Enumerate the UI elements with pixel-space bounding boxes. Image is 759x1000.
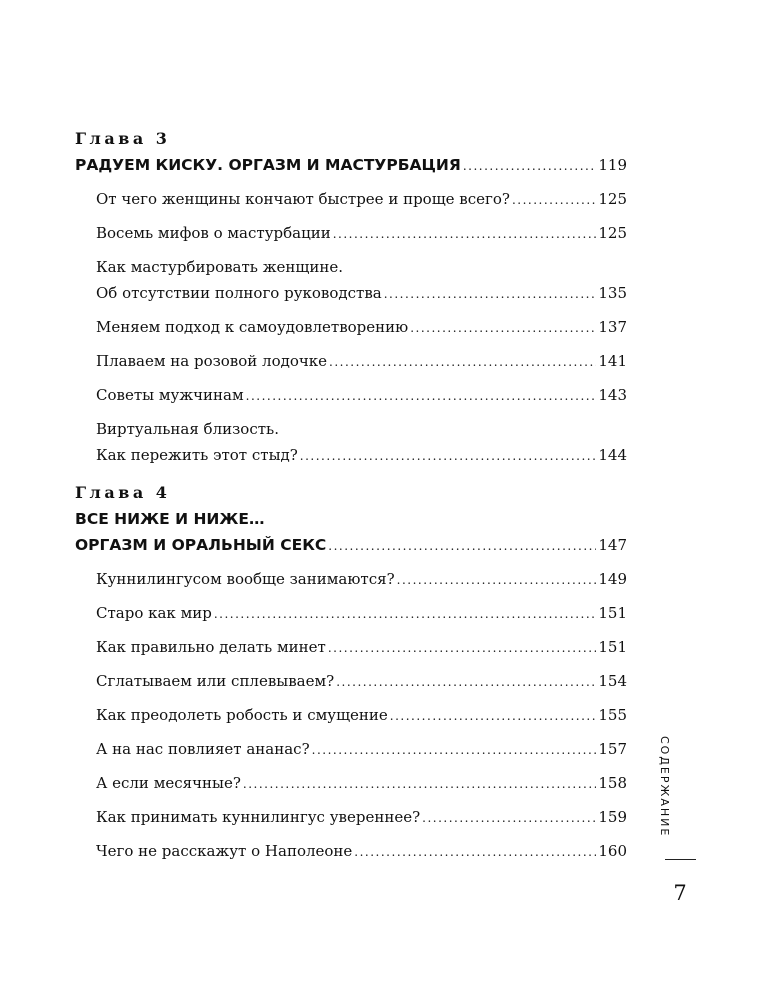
section-entry[interactable] <box>75 702 627 729</box>
section-title: Куннилингусом вообще занимаются? <box>96 570 395 588</box>
section-title: Восемь мифов о мастурбации <box>96 224 331 242</box>
chapter-title: ОРГАЗМ И ОРАЛЬНЫЙ СЕКС <box>75 536 327 554</box>
section-page: 159 <box>598 808 627 826</box>
running-header <box>658 736 682 836</box>
dot-leader <box>246 382 597 409</box>
section-entry[interactable] <box>75 838 627 865</box>
dot-leader <box>312 736 597 763</box>
chapter-block <box>75 126 627 469</box>
chapter-entry[interactable] <box>75 532 627 559</box>
section-title: Плаваем на розовой лодочке <box>96 352 328 370</box>
chapter-title-line: ВСЕ НИЖЕ И НИЖЕ… <box>75 510 265 528</box>
dot-leader <box>463 152 597 179</box>
section-page: 125 <box>598 224 627 242</box>
section-page: 143 <box>598 386 627 404</box>
section-page: 135 <box>598 284 627 302</box>
section-entry[interactable] <box>75 254 627 307</box>
dot-leader <box>354 838 596 865</box>
section-title: Советы мужчинам <box>96 386 244 404</box>
section-title: Сглатываем или сплевываем? <box>96 672 335 690</box>
dot-leader <box>397 566 597 593</box>
dot-leader <box>384 280 597 307</box>
dot-leader <box>512 186 596 213</box>
section-entry[interactable] <box>75 804 627 831</box>
section-entry[interactable] <box>75 348 627 375</box>
section-page: 151 <box>598 638 627 656</box>
section-page: 160 <box>598 842 627 860</box>
section-title: Об отсутствии полного руководства <box>96 284 382 302</box>
section-title-line: Как мастурбировать женщине. <box>96 258 343 276</box>
section-label: СОДЕРЖАНИЕ <box>658 736 671 838</box>
section-title: Как пережить этот стыд? <box>96 446 298 464</box>
section-title: А если месячные? <box>96 774 241 792</box>
dot-leader <box>214 600 597 627</box>
dot-leader <box>390 702 597 729</box>
chapter-entry[interactable] <box>75 152 627 179</box>
section-page: 158 <box>598 774 627 792</box>
chapter-title: РАДУЕМ КИСКУ. ОРГАЗМ И МАСТУРБАЦИЯ <box>75 156 461 174</box>
section-page: 154 <box>598 672 627 690</box>
section-page: 125 <box>598 190 627 208</box>
dot-leader <box>243 770 596 797</box>
section-page: 151 <box>598 604 627 622</box>
section-title-line: Виртуальная близость. <box>96 420 279 438</box>
section-entry[interactable] <box>75 382 627 409</box>
section-entry[interactable] <box>75 736 627 763</box>
section-page: 141 <box>598 352 627 370</box>
section-title: Как принимать куннилингус увереннее? <box>96 808 421 826</box>
dot-leader <box>300 442 597 469</box>
chapter-page: 119 <box>598 156 627 174</box>
section-entry[interactable] <box>75 220 627 247</box>
dot-leader <box>422 804 596 831</box>
section-title: Чего не расскажут о Наполеоне <box>96 842 353 860</box>
section-entry[interactable] <box>75 566 627 593</box>
chapter-block <box>75 480 627 865</box>
section-entry[interactable] <box>75 186 627 213</box>
dot-leader <box>329 348 596 375</box>
section-entry[interactable] <box>75 770 627 797</box>
section-entry[interactable] <box>75 634 627 661</box>
section-page: 155 <box>598 706 627 724</box>
section-page: 149 <box>598 570 627 588</box>
section-entry[interactable] <box>75 416 627 469</box>
section-title: А на нас повлияет ананас? <box>96 740 310 758</box>
section-entry[interactable] <box>75 600 627 627</box>
chapter-page: 147 <box>598 536 627 554</box>
chapter-label: Глава 3 <box>75 129 171 148</box>
table-of-contents <box>75 126 627 865</box>
section-page: 157 <box>598 740 627 758</box>
section-entry[interactable] <box>75 668 627 695</box>
section-title: Как правильно делать минет <box>96 638 326 656</box>
section-page: 137 <box>598 318 627 336</box>
section-title: Старо как мир <box>96 604 212 622</box>
page-number: 7 <box>673 881 687 905</box>
dot-leader <box>336 668 596 695</box>
section-title: Как преодолеть робость и смущение <box>96 706 388 724</box>
section-entry[interactable] <box>75 314 627 341</box>
section-title: От чего женщины кончают быстрее и проще всего? <box>96 190 510 208</box>
dot-leader <box>333 220 597 247</box>
dot-leader <box>410 314 596 341</box>
divider <box>665 859 696 860</box>
section-title: Меняем подход к самоудовлетворению <box>96 318 409 336</box>
section-page: 144 <box>598 446 627 464</box>
dot-leader <box>328 532 596 559</box>
chapter-label: Глава 4 <box>75 483 171 502</box>
dot-leader <box>328 634 597 661</box>
